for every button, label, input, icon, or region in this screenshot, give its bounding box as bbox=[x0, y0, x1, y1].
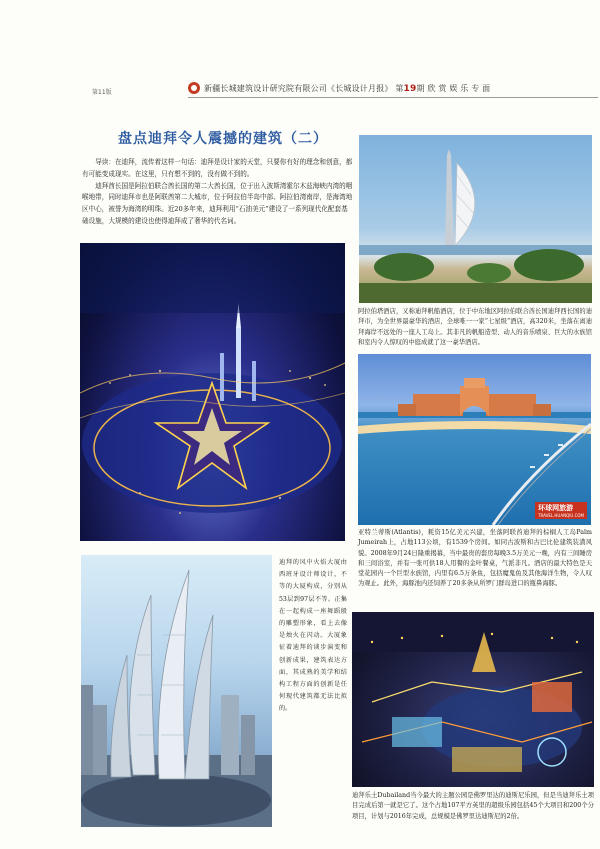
photo-atlantis bbox=[358, 354, 591, 525]
photo-dubai-night-city bbox=[80, 243, 345, 541]
photo-dubailand bbox=[352, 612, 594, 787]
company-logo-icon bbox=[188, 82, 200, 94]
intro-paragraph-body: 迪拜酋长国是阿拉伯联合酋长国的第二大酋长国，位于出入波斯湾霍尔木兹海峡内湾的咽喉地带，同时迪拜市也是阿联酋第二大城市，位于阿拉伯半岛中部、阿拉伯湾南岸，是海湾地区中心，被誉为海湾的明珠。近20多年来，迪拜利用“石油美元”建设了一系列现代化配套基础设施，大规模的建设也使得迪拜成了奢华的代名词。 bbox=[82, 181, 353, 225]
page-number: 第11版 bbox=[92, 89, 112, 96]
caption-burj-al-arab: 阿拉伯塔酒店，又称迪拜帆船酒店，位于中东地区阿拉伯联合酋长国迪拜西长国的迪拜市，为全世界最豪华的酒店，全球唯一一家“七星级”酒店，高320米，坐落在离迪拜海岸不远处的一座人工岛上。其非凡的帆船造型、动人的音乐喷泉、巨大的水族馆和室内令人惊叹的中庭成就了这一豪华酒店。 bbox=[358, 308, 592, 346]
dancing-towers-illustration bbox=[81, 555, 272, 827]
caption-dubailand: 迪拜乐土Dubailand当今最大的主题公园是佛罗里达的迪斯尼乐园，但是当迪拜乐土项目完成后第一就是它了。这个占地107平方英里的超级乐园包括45个大项目和200个分项目，计划与2016年完成，总规模是佛罗里达迪斯尼的2倍。 bbox=[352, 792, 594, 820]
photo-dancing-towers bbox=[81, 555, 272, 827]
atlantis-illustration bbox=[358, 354, 591, 525]
caption-dancing-towers: 迪拜的风中火焰大厦由西班牙设计师设计，不等的大厦构成，分别从53层到97层不等。正集在一起构成一座舞蹈般的雕塑形象，看上去像是烛火在闪动。大厦象征着迪拜的谈步演变和创新成果，建筑表达方面，其成熟的美学和结构工程方面的创新是任何现代建筑都无法比拟的。 bbox=[279, 559, 347, 713]
photo-burj-al-arab bbox=[359, 135, 592, 303]
caption-atlantis: 亚特兰蒂斯(Atlantis)，耗资15亿美元兴建，坐落阿联酋迪拜的棕榈人工岛Palm Jumeirah上，占地113公顷，有1539个房间。如同古波斯和古巴比伦建筑装潢风貌。2008年9月24日隆重揭幕，当中最贵的套房每晚3.5万美元一晚，内有三间睡房和三间浴室，并有一张可供18人用餐的金叶餐桌，气派非凡。酒店的最大特色是天堂花园内一个巨型水族馆，内里有6.5万条鱼，包括魔鬼鱼及其他海洋生物，令人叹为观止。此外，海豚池内还饲养了20多条从所罗门群岛进口的瓶鼻海豚。 bbox=[358, 529, 592, 588]
night-city-illustration bbox=[80, 243, 345, 541]
issue-number: 19 bbox=[403, 83, 417, 94]
burj-al-arab-illustration bbox=[359, 135, 592, 303]
article-intro bbox=[82, 157, 354, 228]
travel-watermark: 环球网旅游 TRAVEL.HUANQIU.COM bbox=[535, 502, 587, 519]
dubailand-illustration bbox=[352, 612, 594, 787]
header-divider bbox=[188, 97, 598, 98]
header-text: 新疆长城建筑设计研究院有限公司《长城设计月报》 第19期 欣 赏 娱 乐 专 面 bbox=[204, 83, 491, 94]
intro-paragraph-lead: 导读：在迪拜，流传着这样一句话：迪拜是设计家的天堂，只要你有好的理念和创意，都有可能变成现实。在这里，只有想不到的，没有做不到的。 bbox=[82, 158, 353, 178]
page-header bbox=[188, 80, 600, 96]
article-title: 盘点迪拜令人震撼的建筑（二） bbox=[118, 131, 328, 147]
